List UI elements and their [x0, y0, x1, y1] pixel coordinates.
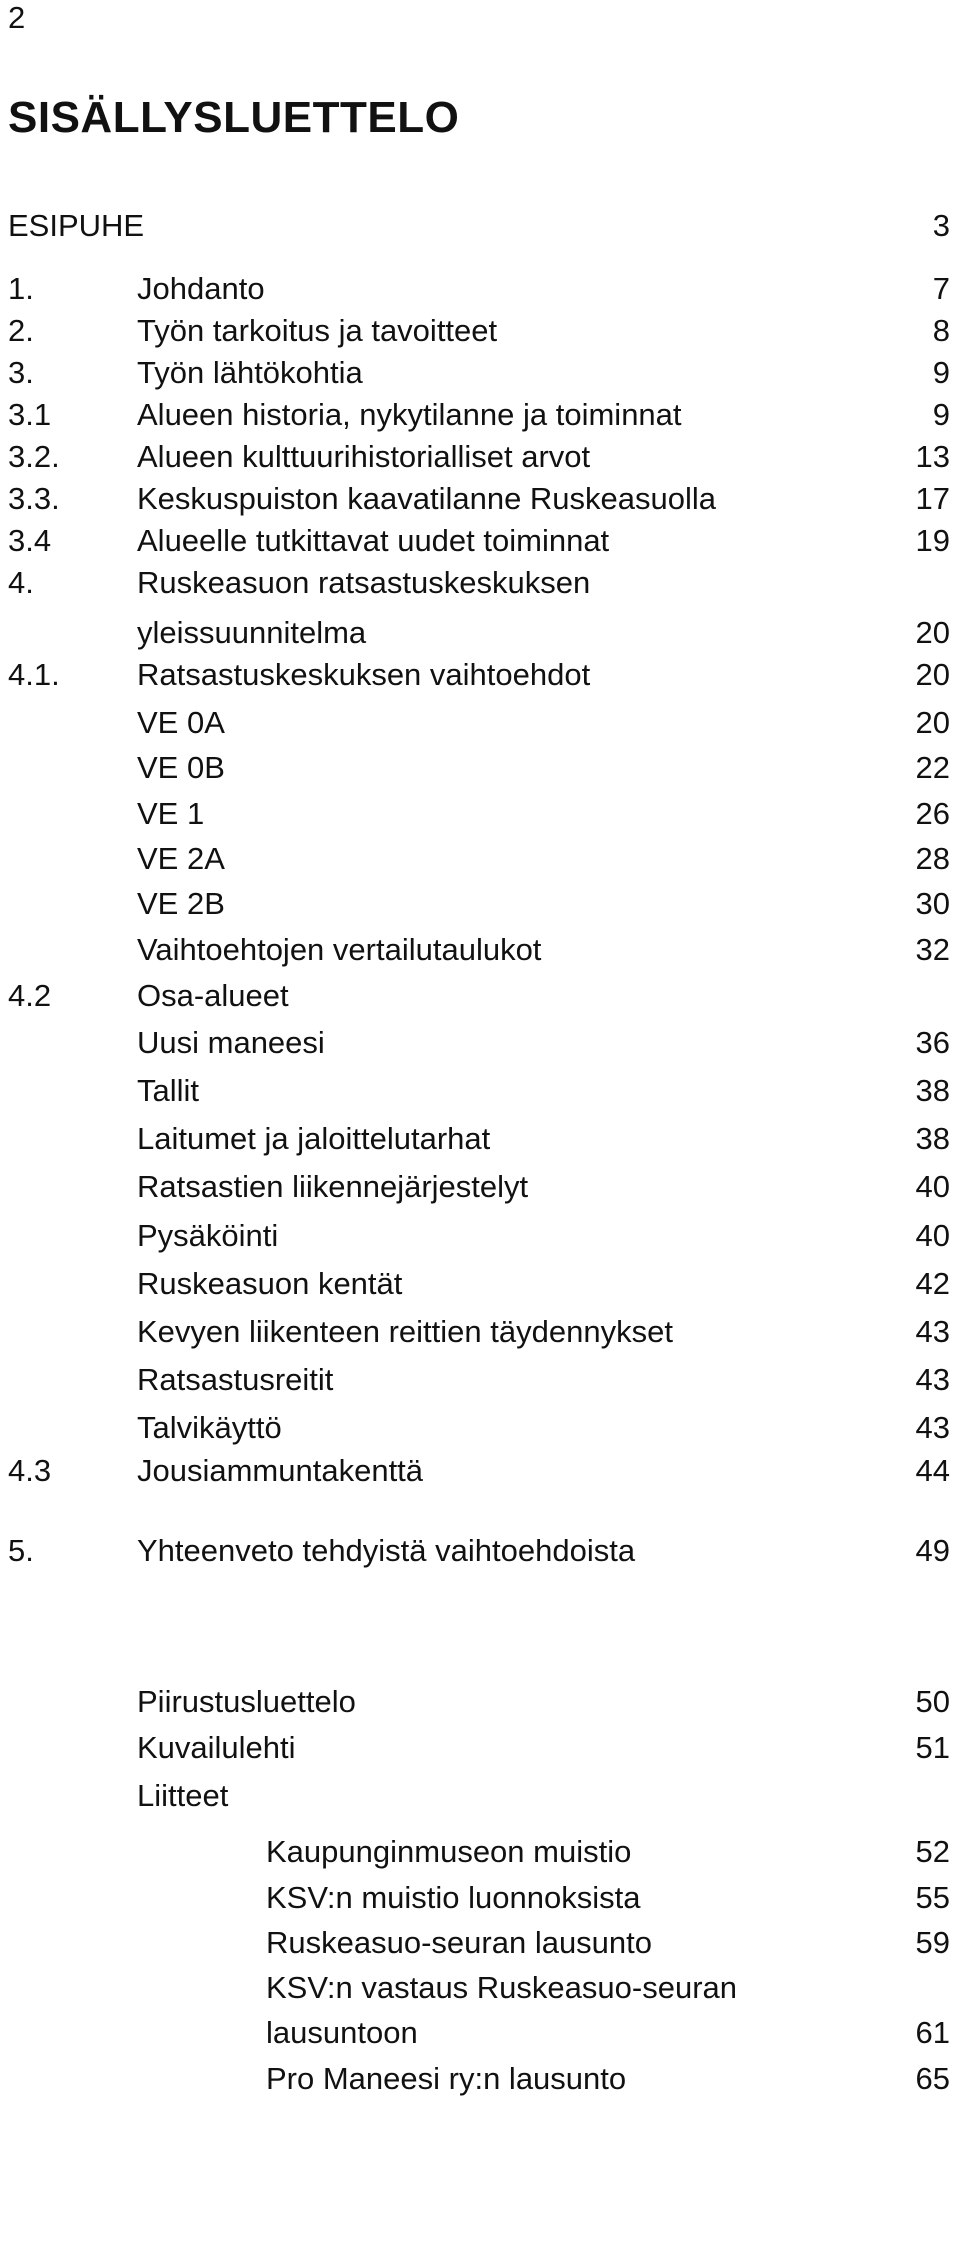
toc-entry-title: Jousiammuntakenttä [137, 1453, 424, 1488]
toc-entry-number: 4.2 [8, 978, 52, 1013]
toc-entry-page: 38 [915, 1073, 950, 1108]
toc-entry-page: 28 [915, 841, 950, 876]
toc-entry-page: 38 [915, 1121, 950, 1156]
toc-entry [0, 1407, 960, 1449]
toc-entry-number: 3.2. [8, 439, 60, 474]
toc-entry-page: 20 [915, 615, 950, 650]
toc-entry-title: Vaihtoehtojen vertailutaulukot [137, 932, 542, 967]
toc-entry [0, 793, 960, 835]
toc-entry-page: 3 [932, 208, 950, 243]
toc-entry [0, 1070, 960, 1112]
toc-entry-title: Osa-alueet [137, 978, 289, 1013]
toc-entry-title: Uusi maneesi [137, 1025, 325, 1060]
toc-entry [0, 1450, 960, 1492]
toc-entry-page: 20 [915, 657, 950, 692]
toc-entry-title: Alueelle tutkittavat uudet toiminnat [137, 523, 610, 558]
toc-entry [0, 654, 960, 696]
toc-entry-page: 17 [915, 481, 950, 516]
toc-entry-title: Ruskeasuon kentät [137, 1266, 403, 1301]
toc-entry-page: 65 [915, 2061, 950, 2096]
toc-entry-title: Tallit [137, 1073, 200, 1108]
toc-entry-title: VE 1 [137, 796, 205, 831]
toc-entry [0, 2058, 960, 2100]
toc-entry [0, 1530, 960, 1572]
toc-entry-page: 59 [915, 1925, 950, 1960]
toc-entry-title: VE 2B [137, 886, 225, 921]
toc-entry-number: 3.1 [8, 397, 52, 432]
toc-entry-title: Ratsastusreitit [137, 1362, 334, 1397]
toc-entry-title: Pysäköinti [137, 1218, 279, 1253]
toc-entry [0, 1359, 960, 1401]
toc-entry [0, 929, 960, 971]
page-title: SISÄLLYSLUETTELO [8, 93, 460, 142]
toc-entry-title: VE 0B [137, 750, 225, 785]
toc-entry-page: 30 [915, 886, 950, 921]
toc-entry-title: VE 0A [137, 705, 225, 740]
toc-entry-title: Piirustusluettelo [137, 1684, 356, 1719]
toc-entry-title: Työn lähtökohtia [137, 355, 363, 390]
toc-entry [0, 1922, 960, 1964]
toc-entry [0, 268, 960, 310]
toc-entry-title: Ruskeasuo-seuran lausunto [266, 1925, 653, 1960]
page-number: 2 [8, 0, 26, 35]
toc-entry-page: 9 [932, 397, 950, 432]
toc-entry [0, 1967, 960, 2009]
toc-entry-title: lausuntoon [266, 2015, 418, 2050]
toc-entry [0, 975, 960, 1017]
toc-entry-page: 9 [932, 355, 950, 390]
toc-entry-page: 50 [915, 1684, 950, 1719]
toc-entry-page: 42 [915, 1266, 950, 1301]
toc-entry-page: 51 [915, 1730, 950, 1765]
toc-entry [0, 394, 960, 436]
toc-entry [0, 1681, 960, 1723]
toc-entry-title: Keskuspuiston kaavatilanne Ruskeasuolla [137, 481, 717, 516]
toc-entry-title: Laitumet ja jaloittelutarhat [137, 1121, 491, 1156]
toc-entry-number: 5. [8, 1533, 34, 1568]
toc-entry-page: 61 [915, 2015, 950, 2050]
toc-entry-title: Työn tarkoitus ja tavoitteet [137, 313, 498, 348]
toc-entry [0, 2012, 960, 2054]
toc-entry-page: 7 [932, 271, 950, 306]
toc-entry-page: 40 [915, 1218, 950, 1253]
toc-entry-page: 8 [932, 313, 950, 348]
toc-entry-page: 13 [915, 439, 950, 474]
toc-entry [0, 1775, 960, 1817]
toc-entry-page: 20 [915, 705, 950, 740]
toc-entry-title: VE 2A [137, 841, 225, 876]
toc-entry-title: Liitteet [137, 1778, 229, 1813]
toc-entry [0, 478, 960, 520]
toc-entry-page: 52 [915, 1834, 950, 1869]
toc-entry [0, 562, 960, 604]
toc-entry-title: KSV:n vastaus Ruskeasuo-seuran [266, 1970, 737, 2005]
toc-entry-number: 3. [8, 355, 34, 390]
toc-entry-page: 49 [915, 1533, 950, 1568]
toc-entry-title: Johdanto [137, 271, 265, 306]
toc-entry-page: 32 [915, 932, 950, 967]
toc-entry-number: 2. [8, 313, 34, 348]
toc-entry [0, 1166, 960, 1208]
toc-entry-title: Alueen kulttuurihistorialliset arvot [137, 439, 591, 474]
toc-entry-title: Kaupunginmuseon muistio [266, 1834, 632, 1869]
toc-entry [0, 352, 960, 394]
toc-entry-number: 4.1. [8, 657, 60, 692]
toc-entry [0, 1118, 960, 1160]
toc-entry-page: 19 [915, 523, 950, 558]
toc-entry [0, 520, 960, 562]
toc-entry [0, 1727, 960, 1769]
toc-entry [0, 1877, 960, 1919]
toc-entry [0, 205, 960, 247]
toc-entry-title: Kuvailulehti [137, 1730, 296, 1765]
toc-entry-page: 40 [915, 1169, 950, 1204]
toc-entry-title: yleissuunnitelma [137, 615, 367, 650]
toc-entry-title: Ruskeasuon ratsastuskeskuksen [137, 565, 591, 600]
toc-entry-title: KSV:n muistio luonnoksista [266, 1880, 641, 1915]
toc-entry-page: 22 [915, 750, 950, 785]
toc-entry [0, 1215, 960, 1257]
toc-entry-title: Ratsastuskeskuksen vaihtoehdot [137, 657, 591, 692]
toc-entry-title: Pro Maneesi ry:n lausunto [266, 2061, 627, 2096]
toc-entry [0, 1263, 960, 1305]
toc-entry [0, 747, 960, 789]
toc-entry [0, 1311, 960, 1353]
toc-entry-title: Ratsastien liikennejärjestelyt [137, 1169, 529, 1204]
toc-entry [0, 436, 960, 478]
toc-entry [0, 702, 960, 744]
toc-entry-page: 43 [915, 1362, 950, 1397]
toc-entry [0, 883, 960, 925]
toc-entry-page: 44 [915, 1453, 950, 1488]
toc-entry [0, 1022, 960, 1064]
toc-entry [0, 1831, 960, 1873]
toc-entry [0, 310, 960, 352]
toc-entry-page: 26 [915, 796, 950, 831]
toc-entry-number: 3.4 [8, 523, 52, 558]
toc-entry [0, 838, 960, 880]
toc-entry-page: 55 [915, 1880, 950, 1915]
toc-entry-title: Alueen historia, nykytilanne ja toiminnat [137, 397, 682, 432]
toc-entry-title: Yhteenveto tehdyistä vaihtoehdoista [137, 1533, 636, 1568]
toc-entry-number: 4. [8, 565, 34, 600]
toc-entry-number: 4.3 [8, 1453, 52, 1488]
toc-entry-page: 36 [915, 1025, 950, 1060]
toc-entry-page: 43 [915, 1410, 950, 1445]
toc-entry-title: ESIPUHE [8, 208, 145, 243]
toc-entry-title: Talvikäyttö [137, 1410, 282, 1445]
toc-entry [0, 612, 960, 654]
toc-entry-page: 43 [915, 1314, 950, 1349]
toc-entry-title: Kevyen liikenteen reittien täydennykset [137, 1314, 673, 1349]
toc-entry-number: 3.3. [8, 481, 60, 516]
toc-entry-number: 1. [8, 271, 34, 306]
